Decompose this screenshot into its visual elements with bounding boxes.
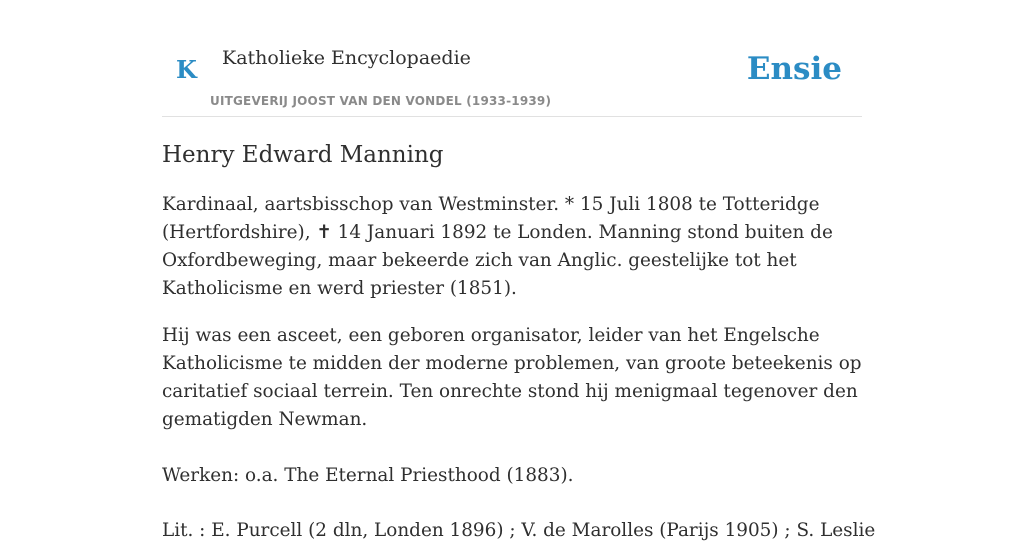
- encyclopedia-logo[interactable]: K: [176, 55, 197, 84]
- article-paragraph-2: Hij was een asceet, een geboren organisator, leider van het Engelsche Katholicisme te midden der moderne problemen, van groote beteekenis op caritatief sociaal terrein. Ten onrechte stond hij menigmaal tegenover den gematigden Newman.: [162, 325, 862, 430]
- article-paragraph-literature: Lit. : E. Purcell (2 dln, Londen 1896) ; V. de Marolles (Parijs 1905) ; S. Leslie: [162, 520, 876, 541]
- ensie-brand-link[interactable]: Ensie: [746, 51, 842, 87]
- site-header: [162, 0, 862, 117]
- article-content: [162, 138, 876, 545]
- site-title-link[interactable]: Katholieke Encyclopaedie: [222, 47, 471, 69]
- publisher-label: UITGEVERIJ JOOST VAN DEN VONDEL (1933-1939): [210, 94, 552, 108]
- article-title: Henry Edward Manning: [162, 142, 444, 168]
- article-paragraph-1: Kardinaal, aartsbisschop van Westminster. * 15 Juli 1808 te Totteridge (Hertfordshire), ✝ 14 Januari 1892 te Londen. Manning stond buiten de Oxfordbeweging, maar bekeerde zich van Anglic. geestelijke tot het Katholicisme en werd priester (1851).: [162, 194, 833, 299]
- article-paragraph-works: Werken: o.a. The Eternal Priesthood (1883).: [162, 465, 574, 486]
